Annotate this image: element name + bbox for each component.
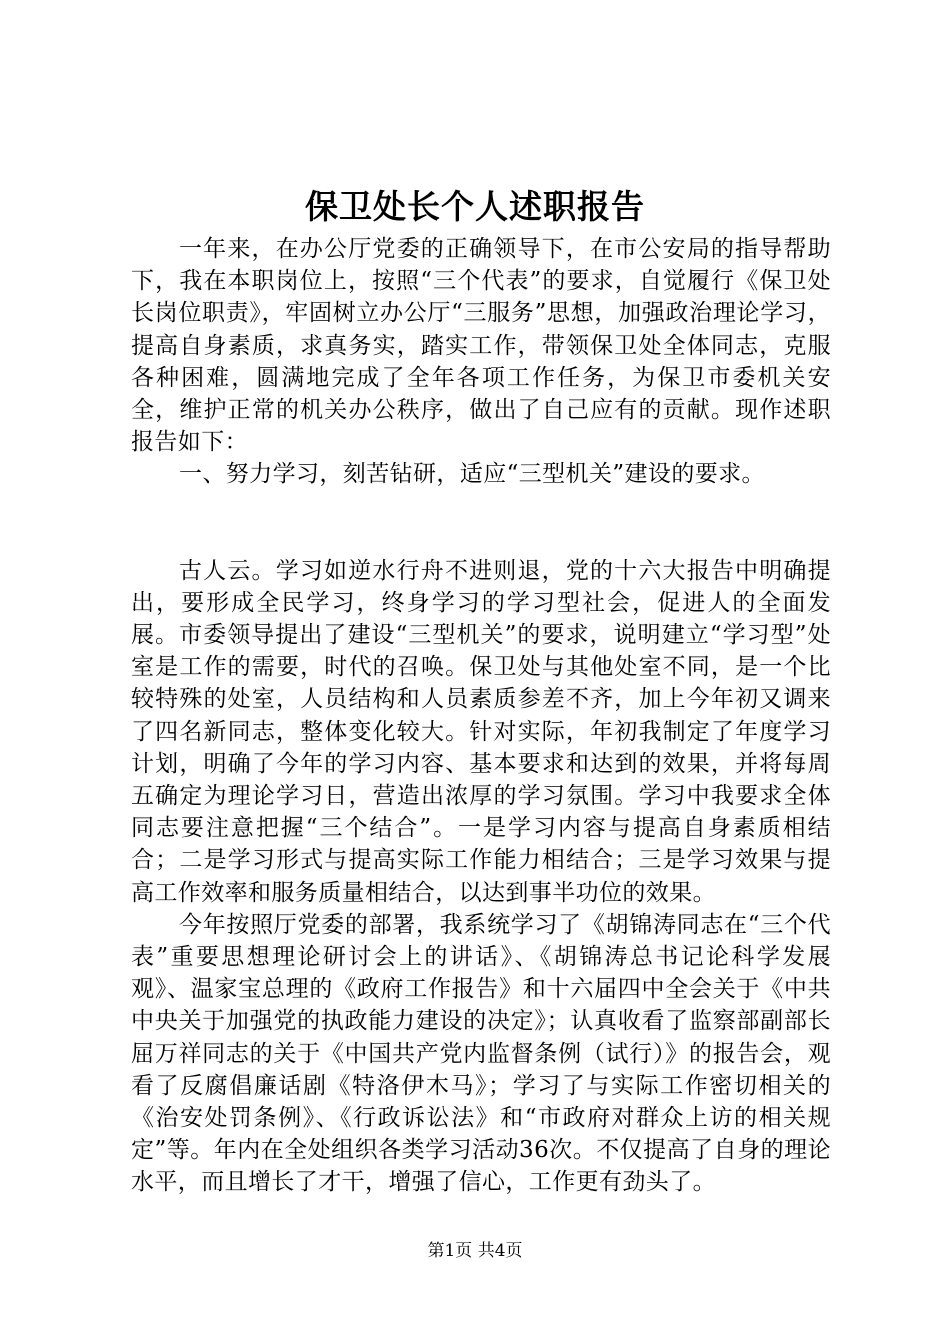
study-paragraph: 古人云。学习如逆水行舟不进则退，党的十六大报告中明确提出，要形成全民学习，终身学习的学习型社会，促进人的全面发展。市委领导提出了建设“三型机关”的要求，说明建立“学习型”处室是工作的需要，时代的召唤。保卫处与其他处室不同，是一个比较特殊的处室，人员结构和人员素质参差不齐，加上今年初又调来了四名新同志，整体变化较大。针对实际，年初我制定了年度学习计划，明确了今年的学习内容、基本要求和达到的效果，并将每周五确定为理论学习日，营造出浓厚的学习氛围。学习中我要求全体同志要注意把握“三个结合”。一是学习内容与提高自身素质相结合；二是学习形式与提高实际工作能力相结合；三是学习效果与提高工作效率和服务质量相结合，以达到事半功位的效果。 [131, 557, 831, 906]
intro-paragraph: 一年来，在办公厅党委的正确领导下，在市公安局的指导帮助下，我在本职岗位上，按照“三个代表”的要求，自觉履行《保卫处长岗位职责》，牢固树立办公厅“三服务”思想，加强政治理论学习，提高自身素质，求真务实，踏实工作，带领保卫处全体同志，克服各种困难，圆满地完成了全年各项工作任务，为保卫市委机关安全，维护正常的机关办公秩序，做出了自己应有的贡献。现作述职报告如下： [131, 236, 831, 456]
section-heading: 一、努力学习，刻苦钻研，适应“三型机关”建设的要求。 [179, 461, 765, 488]
study-details-paragraph: 今年按照厅党委的部署，我系统学习了《胡锦涛同志在“三个代表”重要思想理论研讨会上的讲话》、《胡锦涛总书记论科学发展观》、温家宝总理的《政府工作报告》和十六届四中全会关于《中共中央关于加强党的执政能力建设的决定》；认真收看了监察部副部长屈万祥同志的关于《中国共产党内监督条例（试行）》的报告会，观看了反腐倡廉话剧《特洛伊木马》；学习了与实际工作密切相关的《治安处罚条例》、《行政诉讼法》和“市政府对群众上访的相关规定”等。年内在全处组织各类学习活动36次。不仅提高了自身的理论水平，而且增长了才干，增强了信心，工作更有劲头了。 [131, 911, 831, 1196]
document-body [131, 233, 831, 1199]
document-title: 保卫处长个人述职报告 [305, 187, 645, 226]
page-number-footer: 第1页 共4页 [427, 1241, 523, 1261]
paragraph-spacer [131, 491, 831, 555]
